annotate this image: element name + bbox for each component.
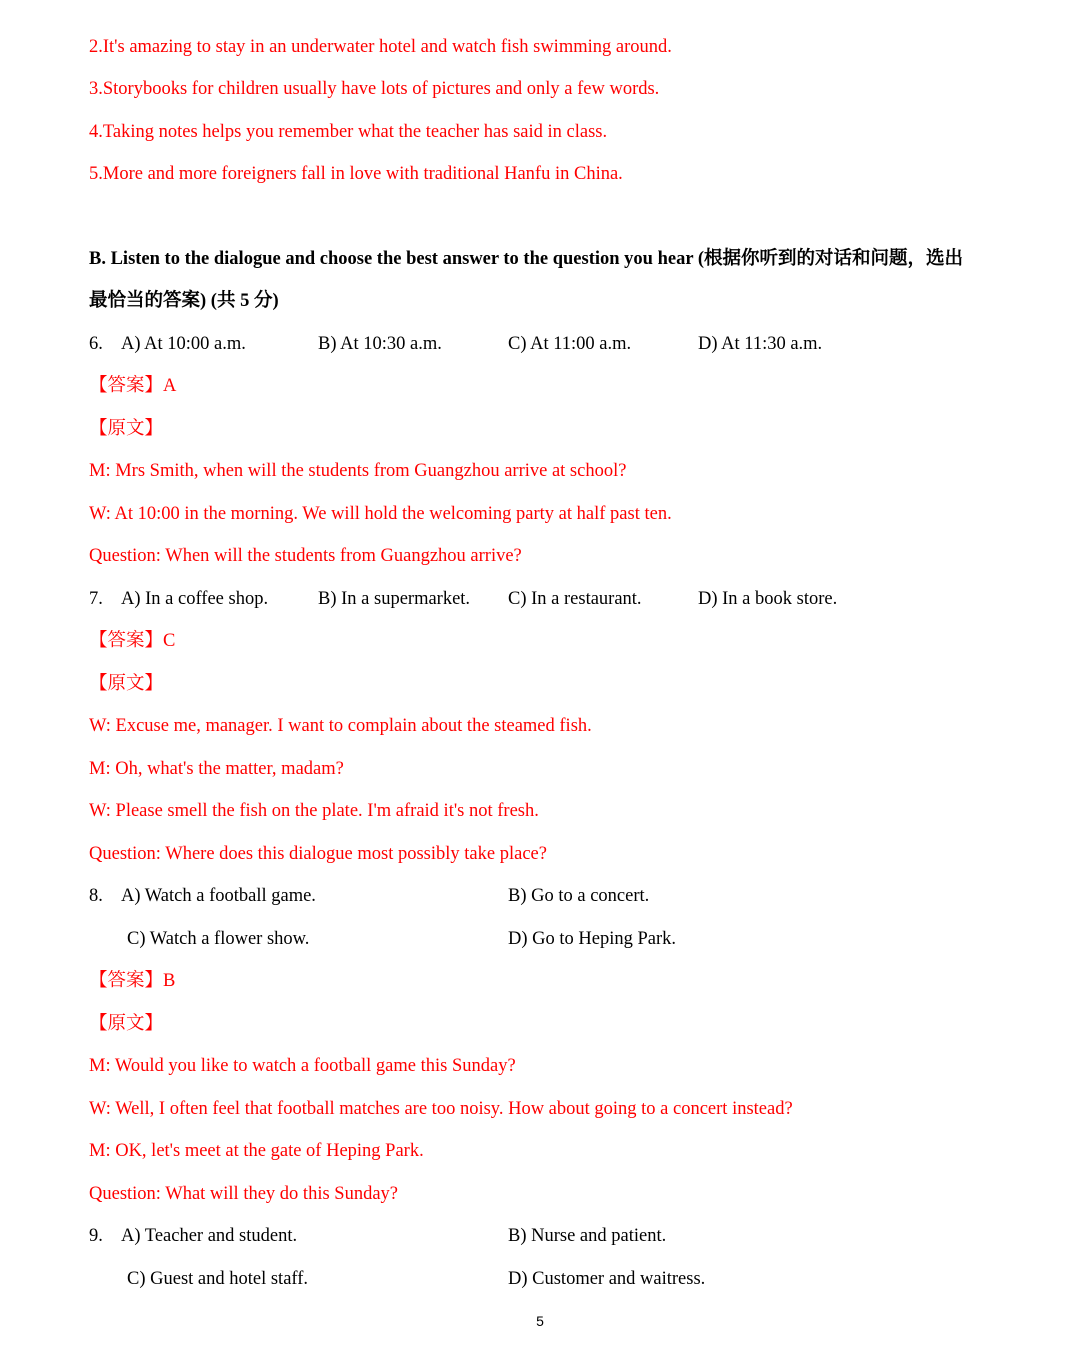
page-number: 5 — [536, 1313, 544, 1329]
question-7-transcript-question: Question: Where does this dialogue most possibly take place? — [89, 844, 547, 864]
question-6-answer — [89, 374, 176, 398]
question-7-number: 7. — [89, 589, 103, 609]
answer-value: B — [163, 971, 176, 991]
question-8-number: 8. — [89, 886, 103, 906]
section-b-heading-line2: 最恰当的答案) (共 5 分) — [89, 291, 279, 311]
question-6-option-a: A) At 10:00 a.m. — [121, 334, 246, 354]
answer-label: 【答案】 — [89, 971, 164, 991]
question-8-option-b: B) Go to a concert. — [508, 886, 650, 906]
answer-label: 【答案】 — [89, 631, 164, 651]
answer-value: A — [163, 376, 177, 396]
question-6-transcript-question: Question: When will the students from Guangzhou arrive? — [89, 546, 522, 566]
answer-label: 【答案】 — [89, 376, 164, 396]
answer-value: C — [163, 631, 176, 651]
question-7-option-c: C) In a restaurant. — [508, 589, 642, 609]
question-6-option-c: C) At 11:00 a.m. — [508, 334, 632, 354]
question-7-transcript-line: W: Excuse me, manager. I want to complain about the steamed fish. — [89, 716, 592, 736]
question-7-answer — [89, 629, 175, 653]
question-6-transcript-line: M: Mrs Smith, when will the students from Guangzhou arrive at school? — [89, 461, 627, 481]
sentence-4: 4.Taking notes helps you remember what the teacher has said in class. — [89, 122, 608, 142]
question-8-answer — [89, 969, 175, 993]
question-8-option-d: D) Go to Heping Park. — [508, 929, 677, 949]
question-9-option-b: B) Nurse and patient. — [508, 1226, 667, 1246]
question-9-option-a: A) Teacher and student. — [121, 1226, 298, 1246]
section-b-heading-line1: B. Listen to the dialogue and choose the best answer to the question you hear (根据你听到的对话和问题，选出 — [89, 249, 963, 269]
sentence-2: 2.It's amazing to stay in an underwater hotel and watch fish swimming around. — [89, 37, 672, 57]
question-7-option-a: A) In a coffee shop. — [121, 589, 269, 609]
question-8-transcript-line: M: OK, let's meet at the gate of Heping Park. — [89, 1141, 424, 1161]
question-7-transcript-line: W: Please smell the fish on the plate. I'm afraid it's not fresh. — [89, 801, 539, 821]
question-9-option-c: C) Guest and hotel staff. — [127, 1269, 309, 1289]
question-8-transcript-question: Question: What will they do this Sunday? — [89, 1184, 398, 1204]
question-6-transcript-line: W: At 10:00 in the morning. We will hold the welcoming party at half past ten. — [89, 504, 672, 524]
question-7-option-d: D) In a book store. — [698, 589, 838, 609]
question-7-transcript-label: 【原文】 — [89, 674, 164, 694]
question-9-option-d: D) Customer and waitress. — [508, 1269, 706, 1289]
sentence-3: 3.Storybooks for children usually have lots of pictures and only a few words. — [89, 79, 660, 99]
question-6-transcript-label: 【原文】 — [89, 419, 164, 439]
question-7-transcript-line: M: Oh, what's the matter, madam? — [89, 759, 344, 779]
question-6-number: 6. — [89, 334, 103, 354]
question-9-number: 9. — [89, 1226, 103, 1246]
question-8-transcript-line: W: Well, I often feel that football matches are too noisy. How about going to a concert instead? — [89, 1099, 793, 1119]
question-8-option-a: A) Watch a football game. — [121, 886, 316, 906]
question-6-option-d: D) At 11:30 a.m. — [698, 334, 823, 354]
question-8-transcript-line: M: Would you like to watch a football game this Sunday? — [89, 1056, 516, 1076]
question-8-transcript-label: 【原文】 — [89, 1014, 164, 1034]
sentence-5: 5.More and more foreigners fall in love with traditional Hanfu in China. — [89, 164, 623, 184]
question-8-option-c: C) Watch a flower show. — [127, 929, 310, 949]
question-6-option-b: B) At 10:30 a.m. — [318, 334, 442, 354]
question-7-option-b: B) In a supermarket. — [318, 589, 471, 609]
